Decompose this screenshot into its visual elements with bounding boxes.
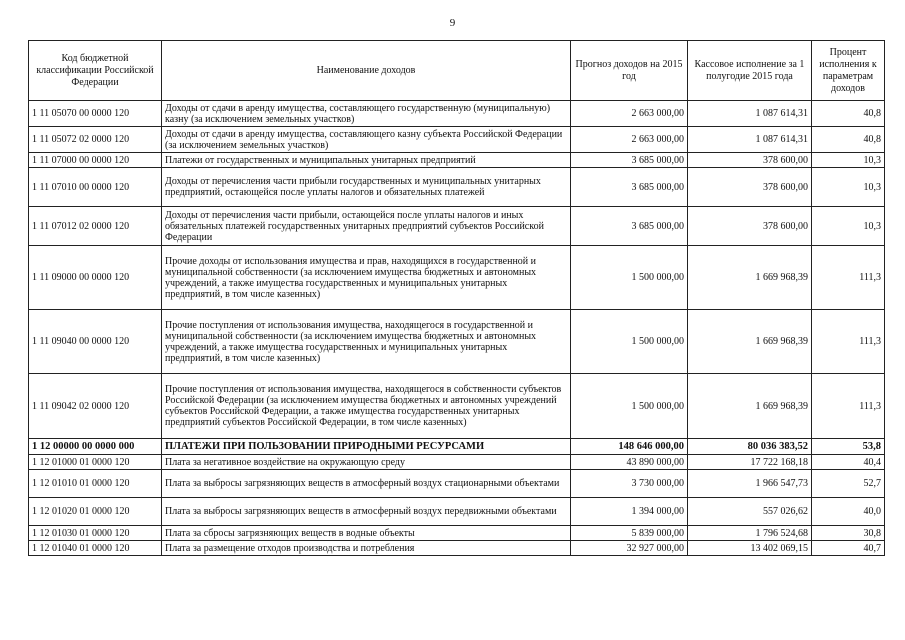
cell-forecast: 3 685 000,00 [571, 153, 688, 168]
table-row [29, 439, 885, 455]
header-execution: Кассовое исполнение за 1 полугодие 2015 года [688, 41, 812, 101]
cell-code: 1 12 01010 01 0000 120 [29, 470, 162, 498]
cell-percent: 111,3 [812, 374, 885, 439]
cell-percent: 10,3 [812, 207, 885, 246]
cell-name: Плата за негативное воздействие на окружающую среду [162, 455, 571, 470]
cell-percent: 40,8 [812, 127, 885, 153]
cell-forecast: 5 839 000,00 [571, 526, 688, 541]
cell-forecast: 3 730 000,00 [571, 470, 688, 498]
table-row [29, 374, 885, 439]
table-row [29, 168, 885, 207]
cell-name: Плата за сбросы загрязняющих веществ в водные объекты [162, 526, 571, 541]
cell-code: 1 11 07012 02 0000 120 [29, 207, 162, 246]
cell-forecast: 43 890 000,00 [571, 455, 688, 470]
cell-forecast: 1 500 000,00 [571, 310, 688, 374]
header-forecast: Прогноз доходов на 2015 год [571, 41, 688, 101]
table-body [29, 101, 885, 556]
cell-forecast: 1 500 000,00 [571, 374, 688, 439]
cell-code: 1 12 00000 00 0000 000 [29, 439, 162, 455]
header-name: Наименование доходов [162, 41, 571, 101]
header-percent: Процент исполнения к параметрам доходов [812, 41, 885, 101]
cell-forecast: 2 663 000,00 [571, 127, 688, 153]
header-code: Код бюджетной классификации Российской Федерации [29, 41, 162, 101]
cell-percent: 30,8 [812, 526, 885, 541]
cell-code: 1 11 07000 00 0000 120 [29, 153, 162, 168]
revenue-table [28, 40, 885, 556]
cell-percent: 53,8 [812, 439, 885, 455]
cell-forecast: 148 646 000,00 [571, 439, 688, 455]
table-row [29, 498, 885, 526]
cell-execution: 1 966 547,73 [688, 470, 812, 498]
cell-execution: 13 402 069,15 [688, 541, 812, 556]
cell-execution: 1 669 968,39 [688, 374, 812, 439]
cell-percent: 10,3 [812, 153, 885, 168]
table-row [29, 246, 885, 310]
cell-percent: 10,3 [812, 168, 885, 207]
cell-execution: 80 036 383,52 [688, 439, 812, 455]
cell-execution: 1 087 614,31 [688, 101, 812, 127]
cell-execution: 17 722 168,18 [688, 455, 812, 470]
cell-percent: 40,4 [812, 455, 885, 470]
cell-code: 1 11 05072 02 0000 120 [29, 127, 162, 153]
table-row [29, 455, 885, 470]
cell-percent: 52,7 [812, 470, 885, 498]
cell-name: Доходы от сдачи в аренду имущества, составляющего казну субъекта Российской Федерации (за исключением земельных участков) [162, 127, 571, 153]
cell-code: 1 11 09042 02 0000 120 [29, 374, 162, 439]
table-row [29, 310, 885, 374]
cell-name: Плата за размещение отходов производства и потребления [162, 541, 571, 556]
table-row [29, 470, 885, 498]
table-row [29, 127, 885, 153]
header-row [29, 41, 885, 101]
table-row [29, 153, 885, 168]
table-row [29, 207, 885, 246]
cell-code: 1 12 01040 01 0000 120 [29, 541, 162, 556]
cell-percent: 40,7 [812, 541, 885, 556]
cell-name: Доходы от перечисления части прибыли государственных и муниципальных унитарных предприятий, остающейся после уплаты налогов и обязательных платежей [162, 168, 571, 207]
cell-execution: 1 669 968,39 [688, 246, 812, 310]
cell-code: 1 12 01020 01 0000 120 [29, 498, 162, 526]
cell-execution: 557 026,62 [688, 498, 812, 526]
cell-name: Платежи от государственных и муниципальных унитарных предприятий [162, 153, 571, 168]
cell-forecast: 32 927 000,00 [571, 541, 688, 556]
cell-name: Плата за выбросы загрязняющих веществ в атмосферный воздух стационарными объектами [162, 470, 571, 498]
cell-execution: 1 669 968,39 [688, 310, 812, 374]
table-row [29, 541, 885, 556]
cell-code: 1 11 05070 00 0000 120 [29, 101, 162, 127]
cell-code: 1 12 01030 01 0000 120 [29, 526, 162, 541]
cell-execution: 378 600,00 [688, 168, 812, 207]
cell-percent: 40,0 [812, 498, 885, 526]
cell-code: 1 11 07010 00 0000 120 [29, 168, 162, 207]
cell-forecast: 3 685 000,00 [571, 168, 688, 207]
cell-execution: 1 087 614,31 [688, 127, 812, 153]
cell-execution: 378 600,00 [688, 207, 812, 246]
page-number: 9 [449, 17, 456, 29]
cell-forecast: 1 500 000,00 [571, 246, 688, 310]
table-row [29, 526, 885, 541]
cell-forecast: 2 663 000,00 [571, 101, 688, 127]
cell-percent: 111,3 [812, 246, 885, 310]
cell-name: Доходы от перечисления части прибыли, остающейся после уплаты налогов и иных обязательных платежей государственных унитарных предприятий субъектов Российской Федерации [162, 207, 571, 246]
cell-percent: 40,8 [812, 101, 885, 127]
table-row [29, 101, 885, 127]
cell-code: 1 12 01000 01 0000 120 [29, 455, 162, 470]
cell-name: Прочие доходы от использования имущества и прав, находящихся в государственной и муниципальной собственности (за исключением имущества бюджетных и автономных учреждений, а также имущества государственных и муниципальных унитарных предприятий, в том числе казенных) [162, 246, 571, 310]
cell-forecast: 1 394 000,00 [571, 498, 688, 526]
cell-name: ПЛАТЕЖИ ПРИ ПОЛЬЗОВАНИИ ПРИРОДНЫМИ РЕСУРСАМИ [162, 439, 571, 455]
cell-execution: 378 600,00 [688, 153, 812, 168]
cell-name: Прочие поступления от использования имущества, находящегося в государственной и муниципальной собственности (за исключением имущества бюджетных и автономных учреждений, а также имущества государственных и муниципальных унитарных предприятий, в том числе казенных) [162, 310, 571, 374]
cell-percent: 111,3 [812, 310, 885, 374]
cell-code: 1 11 09040 00 0000 120 [29, 310, 162, 374]
cell-name: Прочие поступления от использования имущества, находящегося в собственности субъектов Российской Федерации (за исключением имущества бюджетных и автономных учреждений субъектов Российской Федерации, а также имущества государственных унитарных предприятий субъектов Российской Федерации, в том числе казенных) [162, 374, 571, 439]
cell-forecast: 3 685 000,00 [571, 207, 688, 246]
cell-name: Доходы от сдачи в аренду имущества, составляющего государственную (муниципальную) казну (за исключением земельных участков) [162, 101, 571, 127]
cell-execution: 1 796 524,68 [688, 526, 812, 541]
cell-code: 1 11 09000 00 0000 120 [29, 246, 162, 310]
cell-name: Плата за выбросы загрязняющих веществ в атмосферный воздух передвижными объектами [162, 498, 571, 526]
